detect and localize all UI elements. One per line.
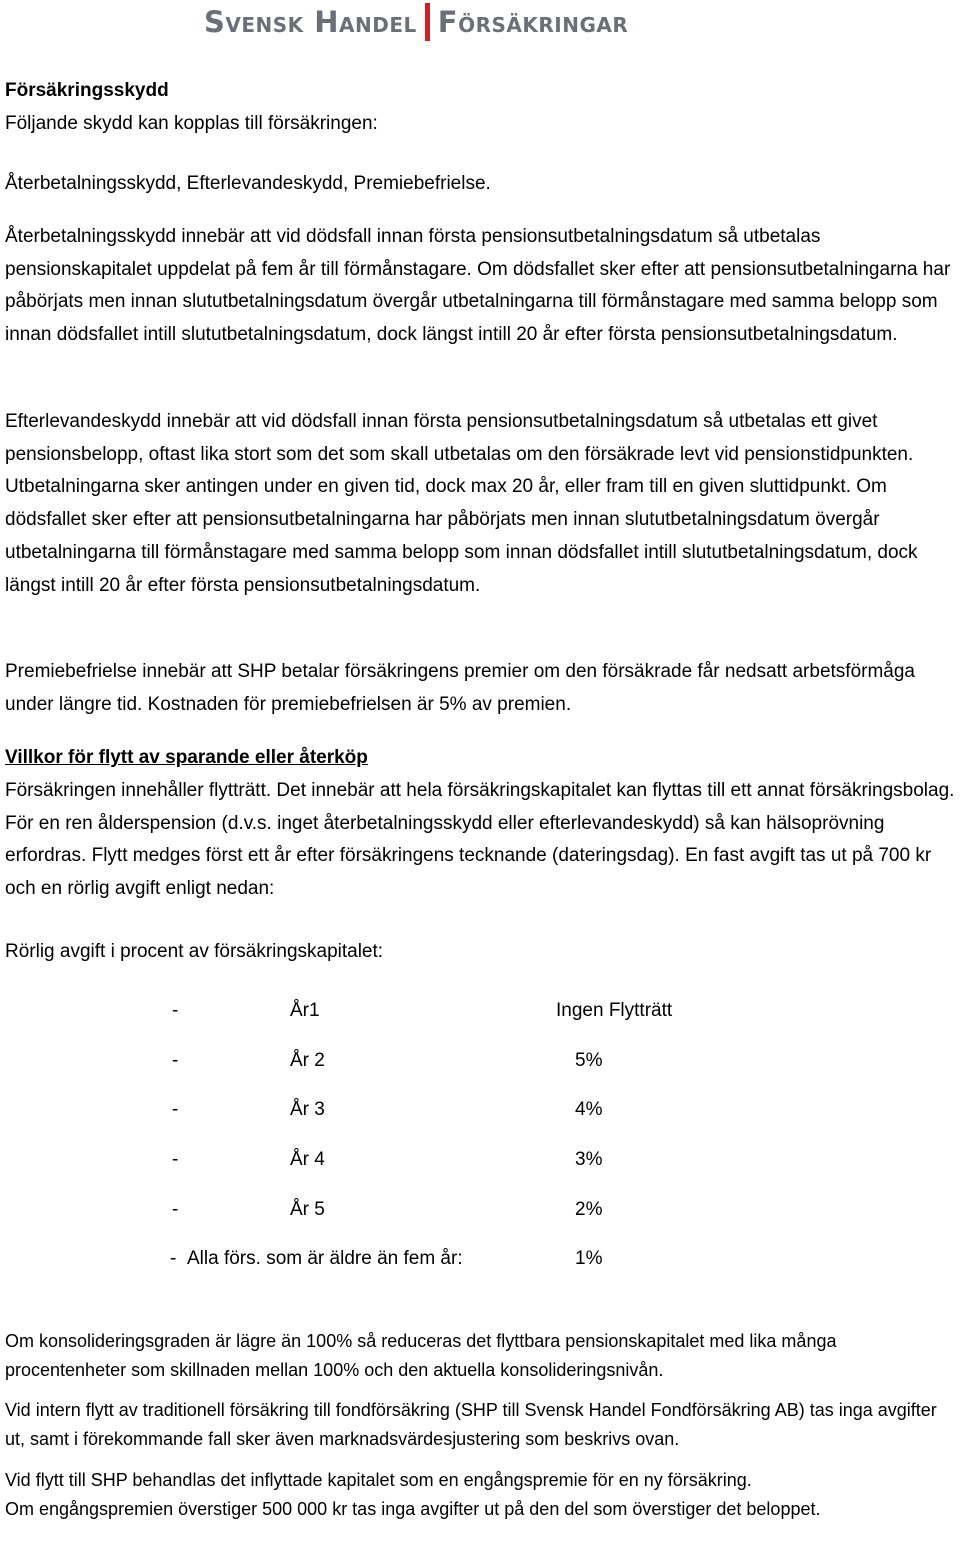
paragraph-aterbetalningsskydd: Återbetalningsskydd innebär att vid dödsfall innan första pensionsutbetalningsdatum så utbetalas pensionskapitalet uppdelat på fem år till förmånstagare. Om dödsfallet sker efter att pensionsutbetalningarna har påbörjats men innan slututbetalningsdatum övergår utbetalningarna till förmånstagare med samma belopp som innan dödsfallet intill slututbetalningsdatum, dock längst intill 20 år efter första pensionsutbetalningsdatum.: [5, 226, 951, 346]
paragraph-villkor: Försäkringen innehåller flytträtt. Det innebär att hela försäkringskapitalet kan flyttas till ett annat försäkringsbolag. För en ren ålderspension (d.v.s. inget återbetalningsskydd eller efterlevandeskydd) så kan hälsoprövning erfordras. Flytt medges först ett år efter försäkringens tecknande (dateringsdag). En fast avgift tas ut på 700 kr och en rörlig avgift enligt nedan:: [5, 780, 955, 900]
fee-table-intro: Rörlig avgift i procent av försäkringskapitalet:: [5, 941, 384, 962]
logo-text-right: Försäkringar: [437, 5, 629, 39]
fee-row-dash: -: [172, 1199, 179, 1220]
section-heading-forsakringsskydd: Försäkringsskydd: [5, 80, 169, 101]
fee-row-value: 5%: [575, 1050, 603, 1071]
fee-row-dash: -: [170, 1248, 177, 1269]
company-logo: [204, 2, 628, 42]
paragraph-flytt-till-shp: Vid flytt till SHP behandlas det inflyttade kapitalet som en engångspremie för en ny försäkring.: [5, 1470, 752, 1490]
fee-row-label: År 5: [290, 1199, 325, 1220]
fee-row-dash: -: [172, 1000, 179, 1021]
protection-list: Återbetalningsskydd, Efterlevandeskydd, Premiebefrielse.: [5, 173, 491, 194]
fee-row-dash: -: [172, 1099, 179, 1120]
intro-line: Följande skydd kan kopplas till försäkringen:: [5, 113, 378, 134]
fee-row-label: År 4: [290, 1149, 325, 1170]
fee-row-label: Alla förs. som är äldre än fem år:: [187, 1248, 463, 1269]
fee-row-value: Ingen Flytträtt: [556, 1000, 673, 1021]
section-heading-villkor: Villkor för flytt av sparande eller återköp: [5, 747, 368, 768]
logo-divider: [425, 3, 430, 41]
paragraph-intern-flytt: Vid intern flytt av traditionell försäkring till fondförsäkring (SHP till Svensk Handel Fondförsäkring AB) tas inga avgifter ut, samt i förekommande fall sker även marknadsvärdesjustering som beskrivs ovan.: [5, 1400, 937, 1449]
fee-row-dash: -: [172, 1050, 179, 1071]
paragraph-engangspremie: Om engångspremien överstiger 500 000 kr tas inga avgifter ut på den del som överstiger det beloppet.: [5, 1499, 821, 1519]
paragraph-premiebefrielse: Premiebefrielse innebär att SHP betalar försäkringens premier om den försäkrade får nedsatt arbetsförmåga under längre tid. Kostnaden för premiebefrielsen är 5% av premien.: [5, 661, 915, 715]
fee-row-dash: -: [172, 1149, 179, 1170]
fee-row-value: 4%: [575, 1099, 603, 1120]
fee-row-value: 2%: [575, 1199, 603, 1220]
fee-row-label: År1: [290, 1000, 320, 1021]
fee-row-value: 1%: [575, 1248, 603, 1269]
fee-row-label: År 2: [290, 1050, 325, 1071]
paragraph-konsolidering: Om konsolideringsgraden är lägre än 100% så reduceras det flyttbara pensionskapitalet med lika många procentenheter som skillnaden mellan 100% och den aktuella konsolideringsnivån.: [5, 1331, 837, 1380]
paragraph-efterlevandeskydd: Efterlevandeskydd innebär att vid dödsfall innan första pensionsutbetalningsdatum så utbetalas ett givet pensionsbelopp, oftast lika stort som det som skall utbetalas om den försäkrade levt vid pensionstidpunkten. Utbetalningarna sker antingen under en given tid, dock max 20 år, eller fram till en given sluttidpunkt. Om dödsfallet sker efter att pensionsutbetalningarna har påbörjats men innan slututbetalningsdatum övergår utbetalningarna till förmånstagare med samma belopp som innan dödsfallet intill slututbetalningsdatum, dock längst intill 20 år efter första pensionsutbetalningsdatum.: [5, 411, 918, 596]
logo-text-left: Svensk Handel: [204, 5, 417, 39]
fee-row-label: År 3: [290, 1099, 325, 1120]
fee-row-value: 3%: [575, 1149, 603, 1170]
